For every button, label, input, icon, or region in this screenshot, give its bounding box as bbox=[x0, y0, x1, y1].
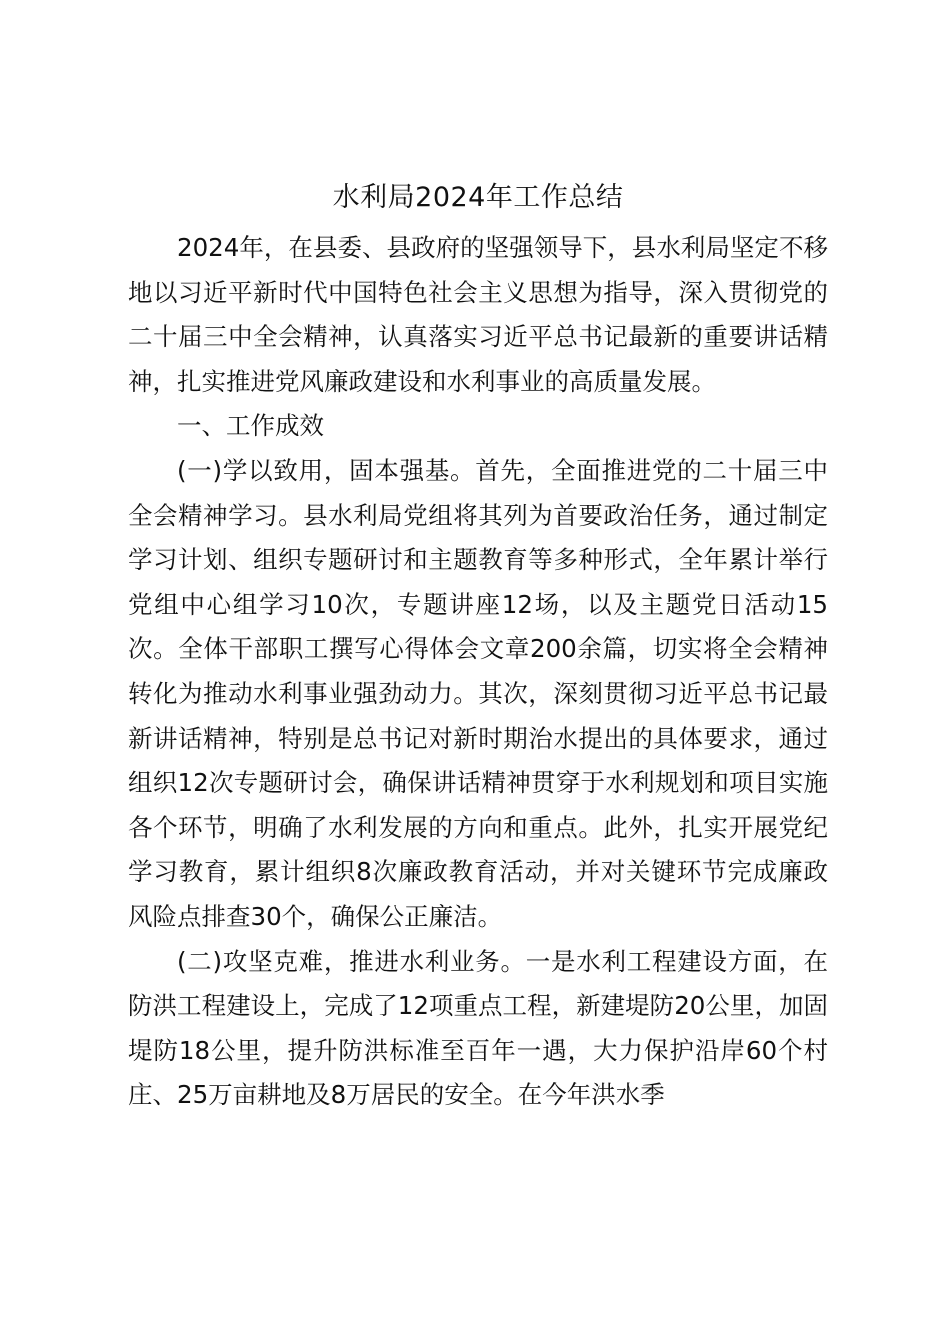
document-title: 水利局2024年工作总结 bbox=[332, 182, 624, 213]
paragraph-water-projects: (二)攻坚克难，推进水利业务。一是水利工程建设方面，在防洪工程建设上，完成了12项重点工程，新建堤防20公里，加固堤防18公里，提升防洪标准至百年一遇，大力保护沿岸60个村庄、25万亩耕地及8万居民的安全。在今年洪水季 bbox=[128, 946, 828, 1110]
section-heading-work-results: 一、工作成效 bbox=[177, 411, 324, 441]
intro-paragraph: 2024年，在县委、县政府的坚强领导下，县水利局坚定不移地以习近平新时代中国特色社会主义思想为指导，深入贯彻党的二十届三中全会精神，认真落实习近平总书记最新的重要讲话精神，扎实推进党风廉政建设和水利事业的高质量发展。 bbox=[128, 233, 828, 396]
document-page bbox=[128, 178, 828, 1118]
paragraph-study-and-apply: (一)学以致用，固本强基。首先，全面推进党的二十届三中全会精神学习。县水利局党组将其列为首要政治任务，通过制定学习计划、组织专题研讨和主题教育等多种形式，全年累计举行党组中心组学习10次，专题讲座12场，以及主题党日活动15次。全体干部职工撰写心得体会文章200余篇，切实将全会精神转化为推动水利事业强劲动力。其次，深刻贯彻习近平总书记最新讲话精神，特别是总书记对新时期治水提出的具体要求，通过组织12次专题研讨会，确保讲话精神贯穿于水利规划和项目实施各个环节，明确了水利发展的方向和重点。此外，扎实开展党纪学习教育，累计组织8次廉政教育活动，并对关键环节完成廉政风险点排查30个，确保公正廉洁。 bbox=[128, 455, 828, 931]
